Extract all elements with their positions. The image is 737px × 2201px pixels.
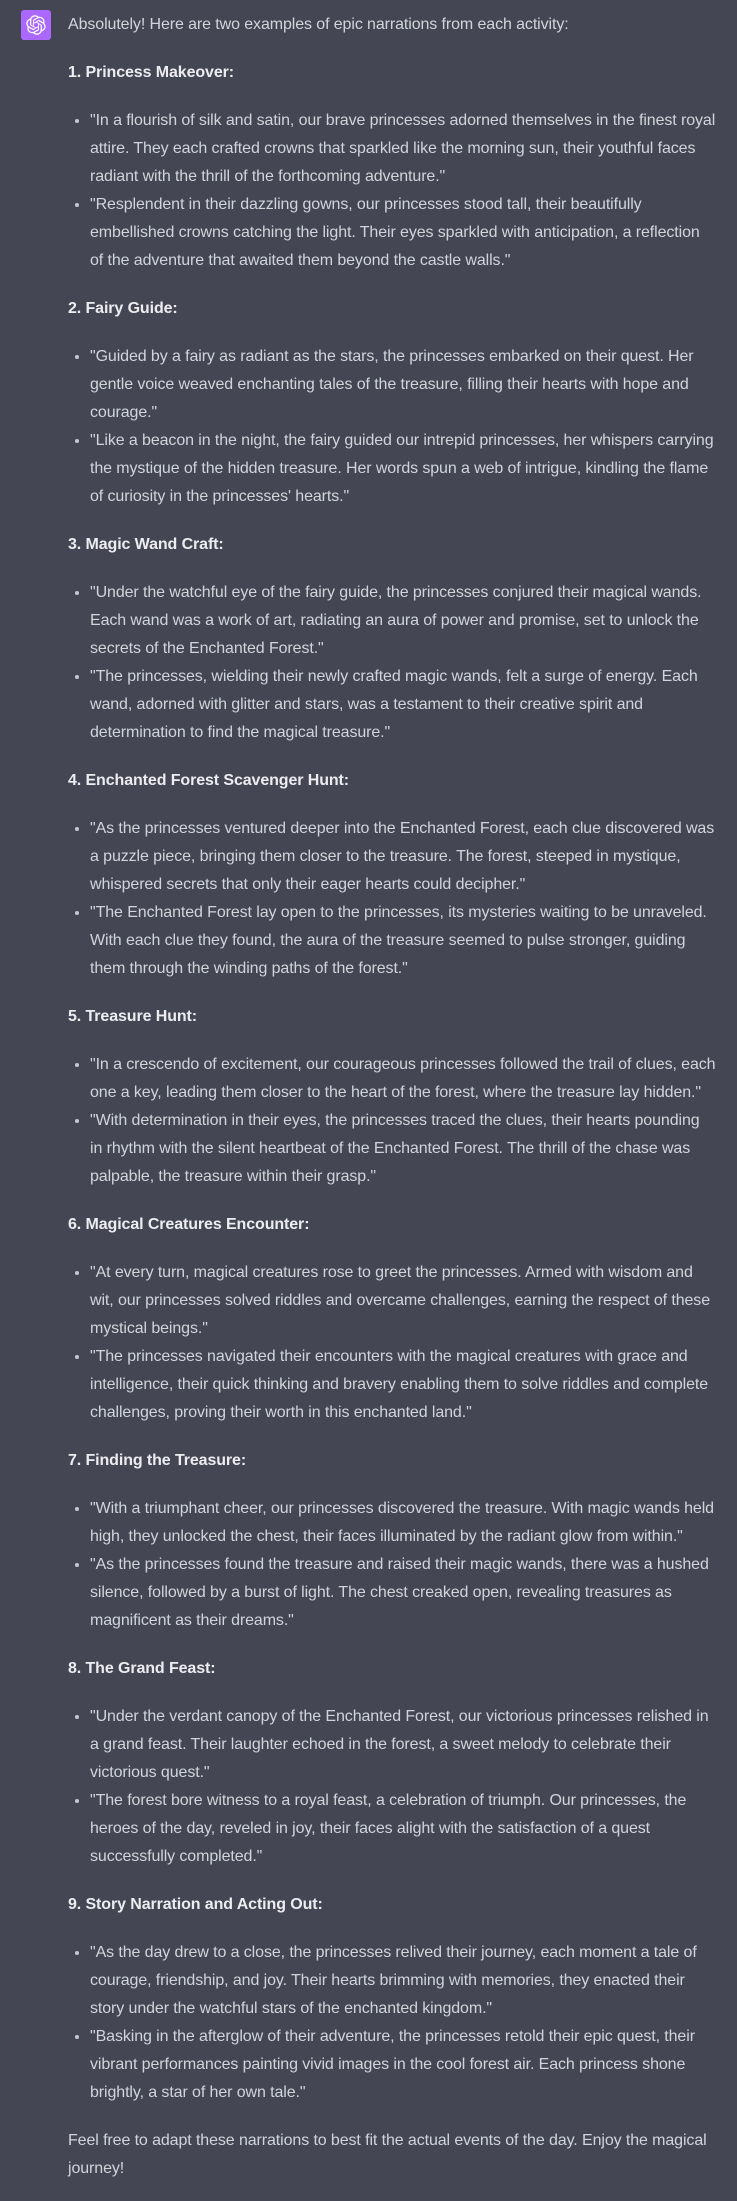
bullet-item: • "Resplendent in their dazzling gowns, our princesses stood tall, their beautifully embellished crowns catching the light. Their eyes sparkled with anticipation, a reflection of the adventure that awaited them beyond the castle walls." (90, 191, 716, 275)
section-heading-4: 4. Enchanted Forest Scavenger Hunt: (68, 772, 350, 789)
bullet-item: • "Like a beacon in the night, the fairy guided our intrepid princesses, her whispers carrying the mystique of the hidden treasure. Her words spun a web of intrigue, kindling the flame of curiosity in the princesses' hearts." (90, 427, 716, 511)
bullet-item: • "The forest bore witness to a royal feast, a celebration of triumph. Our princesses, the heroes of the day, reveled in joy, their faces alight with the satisfaction of a quest successfully completed." (90, 1787, 716, 1871)
section-bullets-6 (68, 1259, 716, 1427)
section-heading-1: 1. Princess Makeover: (68, 64, 234, 81)
section-heading-8: 8. The Grand Feast: (68, 1660, 216, 1677)
section-bullets-3 (68, 579, 716, 747)
bullet-item: • "The princesses navigated their encounters with the magical creatures with grace and intelligence, their quick thinking and bravery enabling them to solve riddles and complete challenges, proving their worth in this enchanted land." (90, 1343, 716, 1427)
bullet-item: • "At every turn, magical creatures rose to greet the princesses. Armed with wisdom and wit, our princesses solved riddles and overcame challenges, earning the respect of these mystical beings." (90, 1259, 716, 1343)
message-closing: Feel free to adapt these narrations to best fit the actual events of the day. Enjoy the magical journey! (68, 2132, 707, 2177)
bullet-item: • "As the day drew to a close, the princesses relived their journey, each moment a tale of courage, friendship, and joy. Their hearts brimming with memories, they enacted their story under the watchful stars of the enchanted kingdom." (90, 1939, 716, 2023)
bullet-item: • "In a crescendo of excitement, our courageous princesses followed the trail of clues, each one a key, leading them closer to the heart of the forest, where the treasure lay hidden." (90, 1051, 716, 1107)
openai-logo-icon (26, 15, 46, 35)
section-heading-6: 6. Magical Creatures Encounter: (68, 1216, 310, 1233)
section-heading-3: 3. Magic Wand Craft: (68, 536, 224, 553)
section-heading-5: 5. Treasure Hunt: (68, 1008, 198, 1025)
section-bullets-4 (68, 815, 716, 983)
bullet-item: • "The Enchanted Forest lay open to the princesses, its mysteries waiting to be unraveled. With each clue they found, the aura of the treasure seemed to pulse stronger, guiding them through the winding paths of the forest." (90, 899, 716, 983)
bullet-item: • "Under the verdant canopy of the Enchanted Forest, our victorious princesses relished in a grand feast. Their laughter echoed in the forest, a sweet melody to celebrate their victorious quest." (90, 1703, 716, 1787)
section-heading-7: 7. Finding the Treasure: (68, 1452, 247, 1469)
bullet-item: • "Basking in the afterglow of their adventure, the princesses retold their epic quest, their vibrant performances painting vivid images in the cool forest air. Each princess shone brightly, a star of her own tale." (90, 2023, 716, 2107)
bullet-item: • "Under the watchful eye of the fairy guide, the princesses conjured their magical wands. Each wand was a work of art, radiating an aura of power and promise, set to unlock the secrets of the Enchanted Forest." (90, 579, 716, 663)
avatar (21, 10, 51, 40)
section-bullets-8 (68, 1703, 716, 1871)
section-bullets-7 (68, 1495, 716, 1635)
bullet-item: • "The princesses, wielding their newly crafted magic wands, felt a surge of energy. Each wand, adorned with glitter and stars, was a testament to their creative spirit and determination to find the magical treasure." (90, 663, 716, 747)
section-bullets-9 (68, 1939, 716, 2107)
message-content (68, 10, 716, 2183)
section-heading-2: 2. Fairy Guide: (68, 300, 178, 317)
bullet-item: • "In a flourish of silk and satin, our brave princesses adorned themselves in the finest royal attire. They each crafted crowns that sparkled like the morning sun, their youthful faces radiant with the thrill of the forthcoming adventure." (90, 107, 716, 191)
bullet-item: • "As the princesses found the treasure and raised their magic wands, there was a hushed silence, followed by a burst of light. The chest creaked open, revealing treasures as magnificent as their dreams." (90, 1551, 716, 1635)
section-heading-9: 9. Story Narration and Acting Out: (68, 1896, 323, 1913)
bullet-item: • "With a triumphant cheer, our princesses discovered the treasure. With magic wands held high, they unlocked the chest, their faces illuminated by the radiant glow from within." (90, 1495, 716, 1551)
bullet-item: • "With determination in their eyes, the princesses traced the clues, their hearts pounding in rhythm with the silent heartbeat of the Enchanted Forest. The thrill of the chase was palpable, the treasure within their grasp." (90, 1107, 716, 1191)
message-intro: Absolutely! Here are two examples of epic narrations from each activity: (68, 16, 569, 33)
bullet-item: • "As the princesses ventured deeper into the Enchanted Forest, each clue discovered was a puzzle piece, bringing them closer to the treasure. The forest, steeped in mystique, whispered secrets that only their eager hearts could decipher." (90, 815, 716, 899)
section-bullets-2 (68, 343, 716, 511)
section-bullets-5 (68, 1051, 716, 1191)
section-bullets-1 (68, 107, 716, 275)
bullet-item: • "Guided by a fairy as radiant as the stars, the princesses embarked on their quest. Her gentle voice weaved enchanting tales of the treasure, filling their hearts with hope and courage." (90, 343, 716, 427)
